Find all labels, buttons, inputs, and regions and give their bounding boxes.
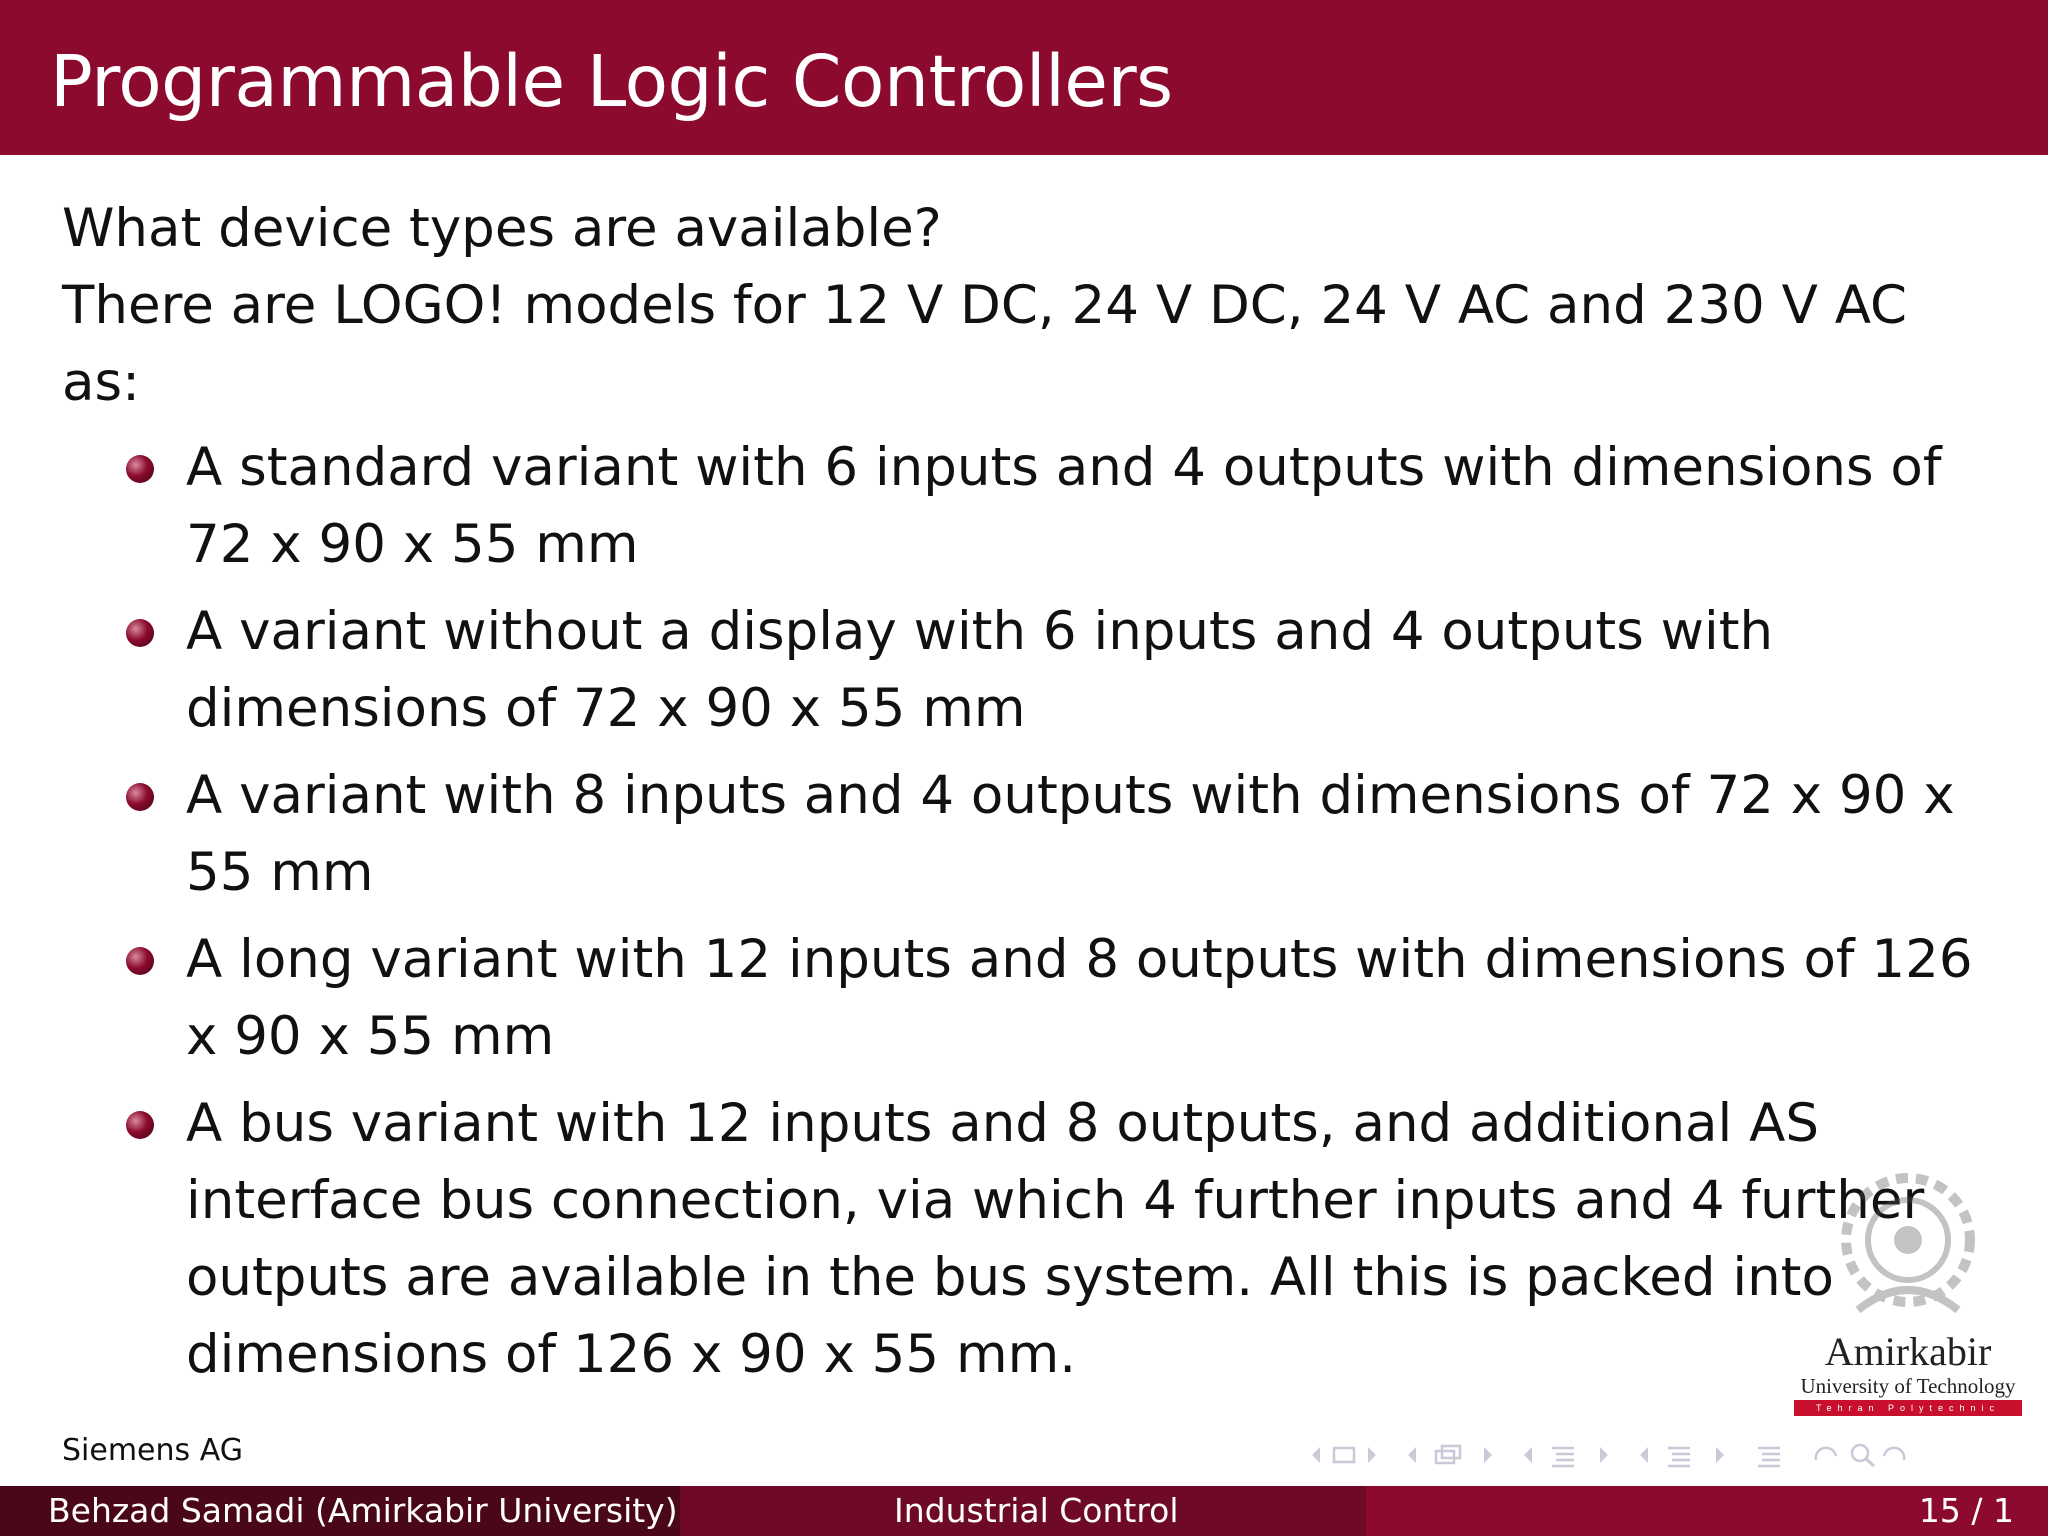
nav-align-icon[interactable] (1754, 1442, 1784, 1468)
variant-list (62, 429, 1992, 1393)
footer-page-section (1366, 1486, 2048, 1536)
list-item-text: A variant with 8 inputs and 4 outputs with dimensions of 72 x 90 x 55 mm (186, 765, 1955, 903)
list-item-text: A variant without a display with 6 inputs and 4 outputs with dimensions of 72 x 90 x 55 mm (186, 601, 1774, 739)
slide-body (62, 190, 1992, 1403)
beamer-navigation (1310, 1440, 1910, 1470)
footer-course: Industrial Control (894, 1491, 1179, 1530)
bullet-icon (126, 783, 154, 811)
title-bar (0, 0, 2048, 155)
question-text: What device types are available? (62, 198, 942, 259)
list-item (186, 593, 1992, 747)
bullet-icon (126, 1111, 154, 1139)
list-item (186, 921, 1992, 1075)
footer (0, 1486, 2048, 1536)
bullet-icon (126, 947, 154, 975)
list-item (186, 429, 1992, 583)
nav-search-icon[interactable] (1810, 1442, 1910, 1468)
logo-band: Tehran Polytechnic (1794, 1400, 2022, 1416)
emblem-icon (1818, 1160, 1998, 1330)
list-item-text: A long variant with 12 inputs and 8 outputs with dimensions of 126 x 90 x 55 mm (186, 929, 1973, 1067)
list-item-text: A standard variant with 6 inputs and 4 outputs with dimensions of 72 x 90 x 55 mm (186, 437, 1942, 575)
page-number: 15 / 1 (1918, 1491, 2014, 1530)
bullet-icon (126, 619, 154, 647)
footer-course-section (680, 1486, 1366, 1536)
logo-name: Amirkabir (1824, 1329, 1992, 1374)
logo-subtitle: University of Technology (1800, 1374, 2016, 1398)
list-item (186, 757, 1992, 911)
list-item (186, 1085, 1992, 1393)
nav-subsection-icon[interactable] (1406, 1442, 1496, 1468)
footer-author-section (0, 1486, 680, 1536)
source-credit: Siemens AG (62, 1433, 243, 1468)
nav-frame-back-icon[interactable] (1310, 1442, 1380, 1468)
intro-text: There are LOGO! models for 12 V DC, 24 V DC, 24 V AC and 230 V AC as: (62, 275, 1908, 413)
nav-section-icon[interactable] (1522, 1442, 1612, 1468)
university-logo (1788, 1160, 2028, 1420)
bullet-icon (126, 455, 154, 483)
list-item-text: A bus variant with 12 inputs and 8 outputs, and additional AS interface bus connection, via which 4 further inputs and 4 further outputs are available in the bus system. All this is packed into dimensions of 126 x 90 x 55 mm. (186, 1093, 1925, 1385)
nav-presentation-icon[interactable] (1638, 1442, 1728, 1468)
footer-author: Behzad Samadi (Amirkabir University) (48, 1491, 678, 1530)
slide-title: Programmable Logic Controllers (50, 40, 1173, 123)
